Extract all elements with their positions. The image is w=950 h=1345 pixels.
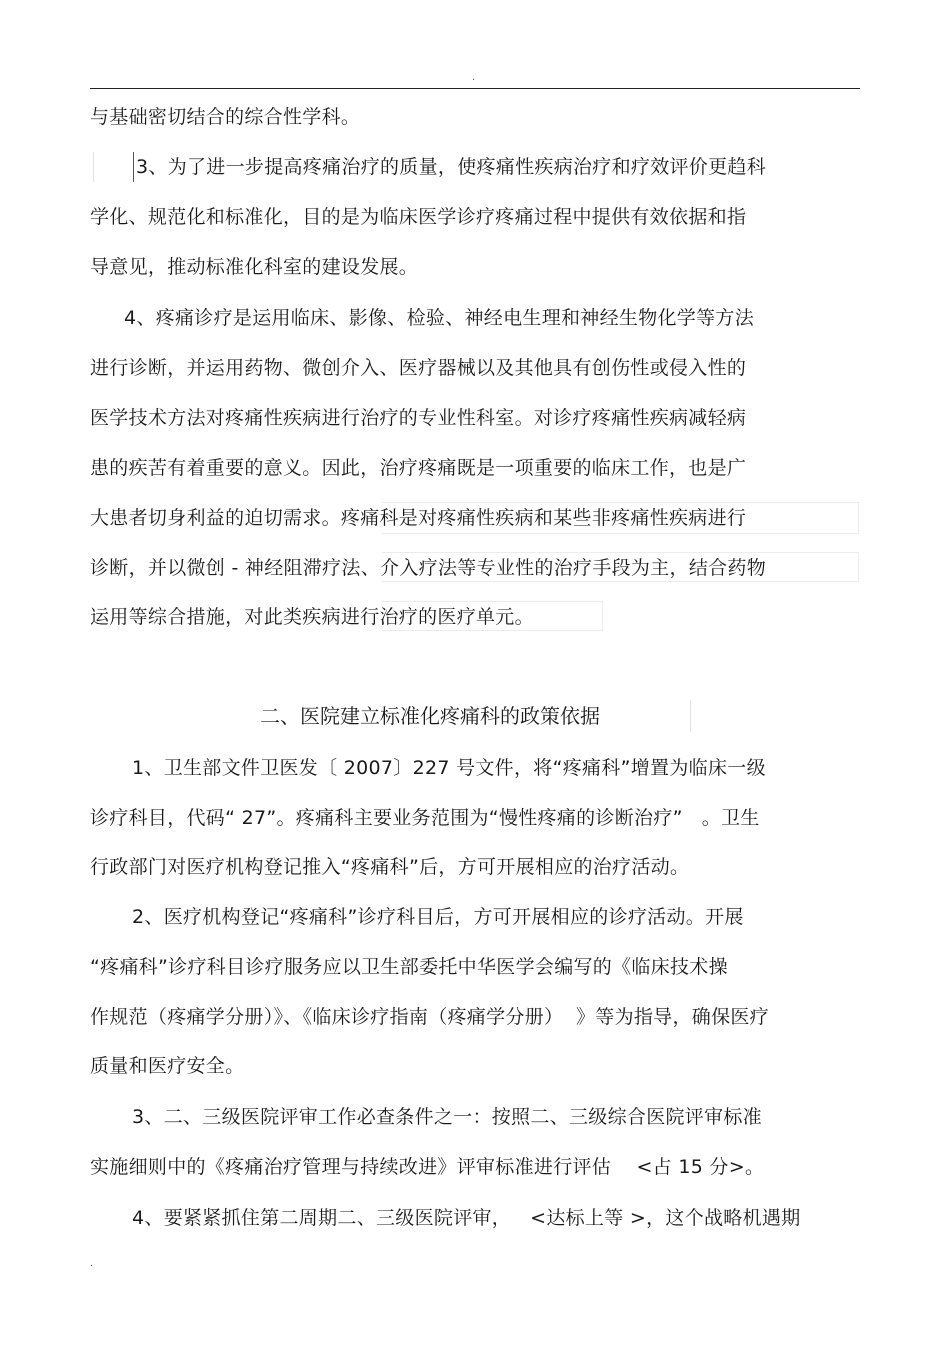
text-line: 进行诊断，并运用药物、微创介入、医疗器械以及其他具有创伤性或侵入性的 [90, 357, 747, 379]
text-line: 1、卫生部文件卫医发〔 2007〕227 号文件，将“疼痛科”增置为临床一级 [132, 757, 766, 779]
text-line: 3、二、三级医院评审工作必查条件之一：按照二、三级综合医院评审标准 [132, 1106, 762, 1128]
text-line: “疼痛科”诊疗科目诊疗服务应以卫生部委托中华医学会编写的《临床技术操 [90, 956, 728, 978]
header-mark: . [472, 72, 476, 83]
text-line: 学化、规范化和标准化，目的是为临床医学诊疗疼痛过程中提供有效依据和指 [90, 206, 747, 228]
text-line: 4、要紧紧抓住第二周期二、三级医院评审， <达标上等 >，这个战略机遇期 [132, 1207, 801, 1229]
footer-mark: . [90, 1258, 94, 1269]
fragment-line [133, 152, 134, 182]
text-line: 与基础密切结合的综合性学科。 [90, 106, 361, 128]
text-line: 导意见，推动标准化科室的建设发展。 [90, 256, 419, 278]
text-line: 诊断，并以微创 - 神经阻滞疗法、介入疗法等专业性的治疗手段为主，结合药物 [90, 557, 767, 579]
text-line: 4、疼痛诊疗是运用临床、影像、检验、神经电生理和神经生物化学等方法 [124, 307, 754, 329]
text-line: 3、为了进一步提高疼痛治疗的质量，使疼痛性疾病治疗和疗效评价更趋科 [136, 156, 766, 178]
text-line: 患的疾苦有着重要的意义。因此，治疗疼痛既是一项重要的临床工作，也是广 [90, 457, 747, 479]
text-line: 2、医疗机构登记“疼痛科”诊疗科目后，方可开展相应的诊疗活动。开展 [132, 906, 744, 928]
text-line: 行政部门对医疗机构登记推入“疼痛科”后，方可开展相应的治疗活动。 [90, 856, 690, 878]
fragment-line [93, 152, 94, 182]
text-line: 大患者切身利益的迫切需求。疼痛科是对疼痛性疾病和某些非疼痛性疾病进行 [90, 507, 747, 529]
text-line: 作规范（疼痛学分册）》、《临床诊疗指南（疼痛学分册） 》等为指导，确保医疗 [90, 1006, 769, 1028]
text-line: 诊疗科目，代码“ 27”。疼痛科主要业务范围为“慢性疼痛的诊断治疗” 。卫生 [90, 807, 760, 829]
text-line: 医学技术方法对疼痛性疾病进行治疗的专业性科室。对诊疗疼痛性疾病减轻病 [90, 407, 747, 429]
fragment-line [690, 700, 691, 732]
text-line: 质量和医疗安全。 [90, 1055, 245, 1077]
section-heading: 二、医院建立标准化疼痛科的政策依据 [260, 704, 600, 728]
text-line: 实施细则中的《疼痛治疗管理与持续改进》评审标准进行评估 <占 15 分>。 [90, 1156, 765, 1178]
text-line: 运用等综合措施，对此类疾病进行治疗的医疗单元。 [90, 606, 534, 628]
header-rule [90, 88, 860, 89]
